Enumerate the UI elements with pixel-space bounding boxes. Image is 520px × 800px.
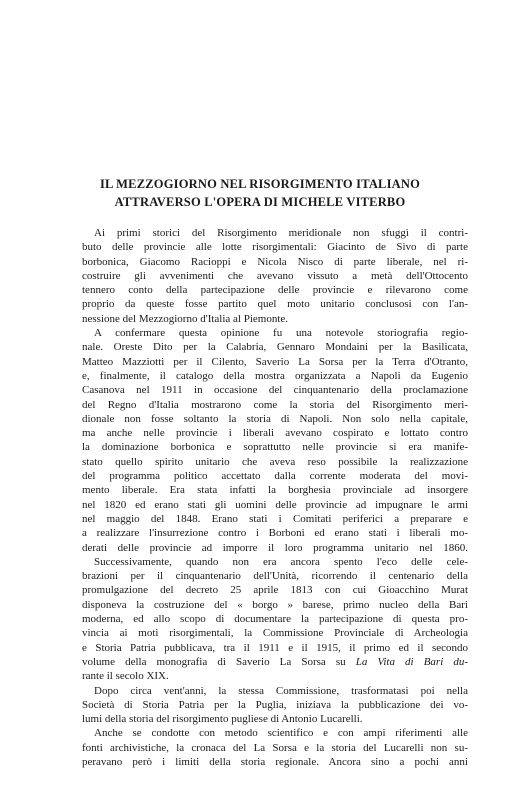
text-line: promulgazione del decreto 25 aprile 1813 con cui Gioacchino Murat xyxy=(82,584,468,597)
text-line: Matteo Mazziotti per il Cilento, Saverio La Sorsa per la Terra d'Otranto, xyxy=(82,355,468,368)
text-line: del Regno d'Italia mostrarono come la storia del Risorgimento meri- xyxy=(82,398,468,411)
text-line: Anche se condotte con metodo scientifico e con ampi riferimenti alle xyxy=(94,727,468,740)
text-line xyxy=(82,655,468,669)
chapter-title-line-2: ATTRAVERSO L'OPERA DI MICHELE VITERBO xyxy=(114,195,406,209)
paragraph xyxy=(82,684,468,727)
text-line: stato quello spirito unitario che aveva reso possibile la realizzazione xyxy=(82,455,468,468)
text-line: a realizzare l'insurrezione contro i Borboni ed erano stati i liberali mo- xyxy=(82,527,468,540)
text-line: vincia ai moti risorgimentali, la Commissione Provinciale di Archeologia xyxy=(82,627,468,640)
text-line: Ai primi storici del Risorgimento meridionale non sfuggì il contri- xyxy=(94,227,468,239)
chapter-title-line-1: IL MEZZOGIORNO NEL RISORGIMENTO ITALIANO xyxy=(99,177,421,191)
text-line: Successivamente, quando non era ancora spento l'eco delle cele- xyxy=(94,555,468,568)
text-line: la dominazione borbonica e soprattutto nelle provincie si era manife- xyxy=(82,441,468,454)
text-line: moderna, ed allo scopo di documentare la partecipazione di questa pro- xyxy=(82,613,468,626)
text-line: e, finalmente, il catalogo della mostra organizzata a Napoli da Eugenio xyxy=(82,369,468,382)
text-line: del programma politico accettato dalla corrente moderata del movi- xyxy=(82,470,468,483)
text-line: borbonica, Giacomo Racioppi e Nicola Nisco di parte liberale, nel ri- xyxy=(82,255,468,268)
paragraph xyxy=(82,226,468,326)
text-line: proprio da queste fosse partito quel moto unitario conclusosi con l'an- xyxy=(82,298,468,311)
text-line: nessione del Mezzogiorno d'Italia al Piemonte. xyxy=(82,312,289,325)
paragraph xyxy=(82,326,468,555)
book-title-italic-cont: rante il secolo XIX. xyxy=(82,670,169,683)
text-line: nel 1820 ed erano stati gli uomini delle provincie ad impugnare le armi xyxy=(82,498,468,511)
body-text xyxy=(82,226,468,769)
book-title-italic: La Vita di Bari du- xyxy=(355,655,468,668)
text-line: buto delle provincie alle lotte risorgimentali: Giacinto de Sivo di parte xyxy=(82,241,468,254)
text-line: Casanova nel 1911 in occasione del cinquantenario della proclamazione xyxy=(82,384,468,397)
text-line: brazioni per il cinquantenario dell'Unità, ricorrendo il centenario della xyxy=(82,570,468,583)
text-line: dionale non fosse soltanto la storia di Napoli. Non solo nella capitale, xyxy=(82,412,468,425)
text-line: mento liberale. Era stata infatti la borghesia provinciale ad insorgere xyxy=(82,484,468,497)
text-line: tennero conto della partecipazione delle provincie e rilevarono come xyxy=(82,284,468,297)
paragraph xyxy=(82,555,468,684)
text-line: derati delle provincie ad imporre il loro programma unitario nel 1860. xyxy=(82,541,468,554)
text-line: Società di Storia Patria per la Puglia, iniziava la pubblicazione dei vo- xyxy=(82,698,468,711)
text-line: ma anche nelle provincie i liberali avevano cospirato e lottato contro xyxy=(82,427,468,440)
text-line: Dopo circa vent'anni, la stessa Commissione, trasformatasi poi nella xyxy=(94,684,468,697)
text-line: nale. Oreste Dito per la Calabria, Gennaro Mondaini per la Basilicata, xyxy=(82,341,468,354)
text-line: peravano però i limiti della storia regionale. Ancora sino a pochi anni xyxy=(82,755,468,768)
paragraph xyxy=(82,726,468,769)
text-line: costruire gli avvenimenti che avevano vissuto a metà dell'Ottocento xyxy=(82,269,468,282)
text-line: nel maggio del 1848. Erano stati i Comitati periferici a preparare e xyxy=(82,512,468,525)
text-line: disponeva la costruzione del « borgo » barese, primo nucleo della Bari xyxy=(82,598,468,611)
text-line: e Storia Patria pubblicava, tra il 1911 e il 1915, il primo ed il secondo xyxy=(82,641,468,654)
text-fragment: volume della monografia di Saverio La Sorsa su xyxy=(82,655,346,668)
text-line: lumi della storia del risorgimento pugliese di Antonio Lucarelli. xyxy=(82,713,363,726)
text-line: A confermare questa opinione fu una notevole storiografia regio- xyxy=(94,327,468,340)
text-line: fonti archivistiche, la cronaca del La Sorsa e la storia del Lucarelli non su- xyxy=(82,741,468,754)
